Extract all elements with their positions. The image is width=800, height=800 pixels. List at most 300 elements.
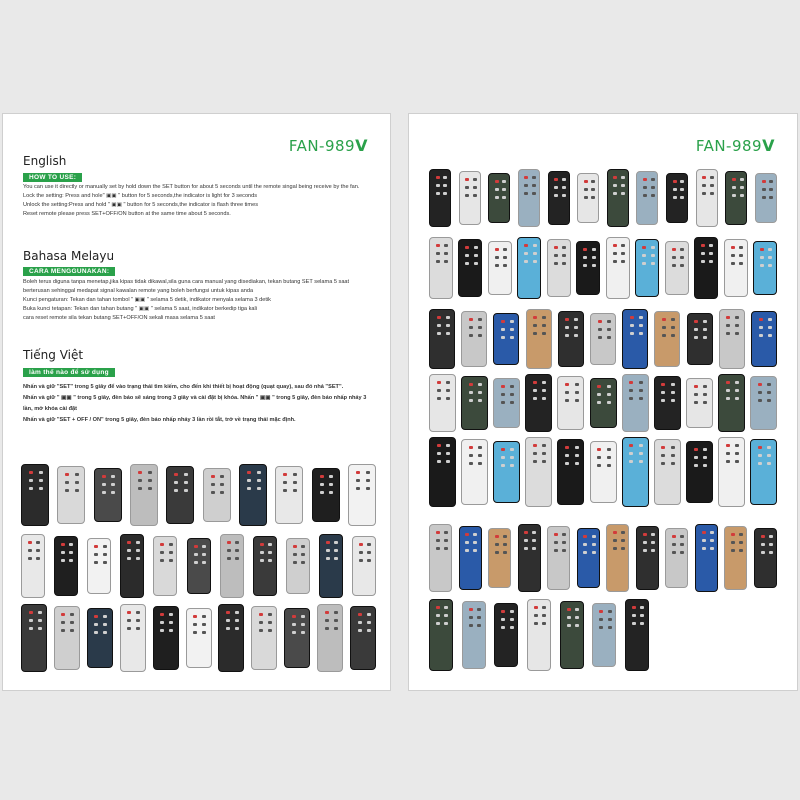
- remote-button-mark: [220, 475, 224, 478]
- remote-control-photo: [590, 313, 616, 365]
- remote-button-mark: [533, 332, 537, 335]
- remote-button-mark: [474, 254, 478, 257]
- model-name: FAN-989: [288, 137, 356, 155]
- remote-button-mark: [510, 401, 514, 404]
- remote-button-mark: [356, 479, 360, 482]
- remote-control-photo: [458, 239, 482, 297]
- remote-button-mark: [194, 553, 198, 556]
- remote-button-mark: [184, 481, 188, 484]
- remote-button-mark: [268, 621, 272, 624]
- remote-control-photo: [319, 534, 343, 598]
- remote-button-mark: [469, 391, 473, 394]
- remote-button-mark: [651, 194, 655, 197]
- remote-control-photo: [493, 313, 519, 365]
- remote-button-mark: [169, 613, 173, 616]
- remote-button-mark: [127, 627, 131, 630]
- remote-button-mark: [477, 608, 481, 611]
- remote-button-mark: [259, 629, 263, 632]
- remote-button-mark: [301, 615, 305, 618]
- remote-button-mark: [739, 262, 743, 265]
- remote-button-mark: [591, 196, 595, 199]
- remote-button-mark: [478, 318, 482, 321]
- remote-button-mark: [446, 452, 450, 455]
- remote-button-mark: [510, 393, 514, 396]
- remote-button-mark: [694, 393, 698, 396]
- remote-button-mark: [726, 332, 730, 335]
- remote-button-mark: [709, 260, 713, 263]
- remote-control-photo: [751, 311, 777, 367]
- remote-button-mark: [160, 629, 164, 632]
- remote-button-mark: [169, 543, 173, 546]
- remote-button-mark: [148, 487, 152, 490]
- remote-button-mark: [661, 462, 665, 465]
- remote-button-mark: [608, 610, 612, 613]
- remote-button-mark: [260, 543, 264, 546]
- remote-button-mark: [554, 194, 558, 197]
- remote-button-mark: [731, 254, 735, 257]
- remote-button-mark: [661, 391, 665, 394]
- remote-control-photo: [153, 606, 179, 670]
- remote-button-mark: [608, 626, 612, 629]
- remote-button-mark: [202, 615, 206, 618]
- remote-button-mark: [651, 533, 655, 536]
- remote-button-mark: [469, 383, 473, 386]
- remote-button-mark: [226, 619, 230, 622]
- remote-button-mark: [436, 547, 440, 550]
- remote-button-mark: [607, 393, 611, 396]
- remote-button-mark: [437, 324, 441, 327]
- remote-button-mark: [469, 399, 473, 402]
- remote-control-photo: [665, 528, 688, 588]
- remote-button-mark: [28, 541, 32, 544]
- remote-button-mark: [554, 541, 558, 544]
- remote-button-mark: [597, 448, 601, 451]
- remote-button-mark: [709, 244, 713, 247]
- remote-button-mark: [28, 557, 32, 560]
- remote-button-mark: [575, 462, 579, 465]
- remote-button-mark: [710, 539, 714, 542]
- remote-button-mark: [607, 336, 611, 339]
- remote-control-photo: [461, 311, 487, 367]
- remote-button-mark: [533, 316, 537, 319]
- remote-button-mark: [554, 246, 558, 249]
- remote-button-mark: [608, 618, 612, 621]
- remote-button-mark: [629, 389, 633, 392]
- remote-button-mark: [767, 383, 771, 386]
- remote-button-mark: [127, 549, 131, 552]
- remote-button-mark: [510, 320, 514, 323]
- remote-button-mark: [501, 336, 505, 339]
- remote-control-photo: [719, 309, 745, 369]
- remote-button-mark: [767, 391, 771, 394]
- remote-button-mark: [268, 551, 272, 554]
- remote-button-mark: [127, 541, 131, 544]
- remote-button-mark: [769, 180, 773, 183]
- remote-button-mark: [639, 316, 643, 319]
- remote-control-photo: [94, 468, 122, 522]
- remote-button-mark: [591, 180, 595, 183]
- remote-button-mark: [574, 334, 578, 337]
- remote-button-mark: [326, 541, 330, 544]
- remote-button-mark: [767, 462, 771, 465]
- remote-button-mark: [259, 613, 263, 616]
- remote-button-mark: [575, 454, 579, 457]
- remote-button-mark: [103, 623, 107, 626]
- remote-button-mark: [565, 326, 569, 329]
- remote-button-mark: [534, 622, 538, 625]
- remote-button-mark: [643, 541, 647, 544]
- remote-button-mark: [465, 541, 469, 544]
- remote-button-mark: [630, 316, 634, 319]
- remote-button-mark: [732, 194, 736, 197]
- remote-button-mark: [69, 551, 73, 554]
- remote-control-photo: [606, 237, 630, 299]
- remote-button-mark: [465, 533, 469, 536]
- remote-button-mark: [640, 622, 644, 625]
- remote-button-mark: [575, 608, 579, 611]
- remote-control-photo: [592, 603, 616, 667]
- remote-button-mark: [136, 627, 140, 630]
- remote-button-mark: [437, 316, 441, 319]
- remote-button-mark: [735, 452, 739, 455]
- remote-control-photo: [461, 439, 488, 505]
- remote-button-mark: [710, 192, 714, 195]
- remote-button-mark: [436, 622, 440, 625]
- remote-button-mark: [503, 248, 507, 251]
- remote-button-mark: [532, 176, 536, 179]
- remote-button-mark: [148, 471, 152, 474]
- remote-button-mark: [65, 481, 69, 484]
- remote-button-mark: [542, 381, 546, 384]
- remote-button-mark: [36, 541, 40, 544]
- remote-button-mark: [583, 543, 587, 546]
- remote-button-mark: [735, 332, 739, 335]
- remote-button-mark: [65, 489, 69, 492]
- remote-button-mark: [61, 629, 65, 632]
- remote-button-mark: [542, 444, 546, 447]
- remote-button-mark: [320, 491, 324, 494]
- model-suffix: V: [762, 136, 775, 155]
- remote-button-mark: [562, 549, 566, 552]
- remote-button-mark: [661, 446, 665, 449]
- remote-button-mark: [651, 541, 655, 544]
- remote-button-mark: [501, 385, 505, 388]
- remote-button-mark: [436, 244, 440, 247]
- remote-button-mark: [510, 618, 514, 621]
- remote-button-mark: [592, 535, 596, 538]
- remote-button-mark: [103, 615, 107, 618]
- remote-button-mark: [436, 260, 440, 263]
- remote-button-mark: [202, 623, 206, 626]
- remote-button-mark: [325, 627, 329, 630]
- remote-button-mark: [651, 262, 655, 265]
- remote-control-photo: [57, 466, 85, 524]
- remote-button-mark: [542, 622, 546, 625]
- remote-button-mark: [694, 328, 698, 331]
- remote-button-mark: [769, 196, 773, 199]
- remote-button-mark: [554, 254, 558, 257]
- remote-button-mark: [680, 264, 684, 267]
- remote-button-mark: [524, 192, 528, 195]
- remote-button-mark: [621, 184, 625, 187]
- remote-button-mark: [436, 606, 440, 609]
- remote-button-mark: [534, 606, 538, 609]
- remote-button-mark: [474, 262, 478, 265]
- remote-button-mark: [575, 383, 579, 386]
- remote-button-mark: [599, 626, 603, 629]
- remote-button-mark: [592, 264, 596, 267]
- remote-button-mark: [260, 559, 264, 562]
- remote-button-mark: [735, 316, 739, 319]
- malay-heading: Bahasa Melayu: [23, 249, 115, 263]
- remote-button-mark: [367, 551, 371, 554]
- remote-button-mark: [465, 178, 469, 181]
- remote-button-mark: [607, 448, 611, 451]
- remote-control-photo: [488, 528, 511, 588]
- remote-control-photo: [654, 439, 681, 505]
- remote-control-photo: [220, 534, 244, 598]
- remote-button-mark: [138, 479, 142, 482]
- remote-button-mark: [227, 557, 231, 560]
- remote-control-photo: [130, 464, 158, 526]
- remote-control-photo: [187, 538, 211, 594]
- remote-button-mark: [533, 452, 537, 455]
- remote-control-photo: [461, 376, 488, 430]
- remote-button-mark: [478, 399, 482, 402]
- malay-line: cara reset remote sila tekan butang SET+OFF/ON sekali masa selama 5 saat: [23, 315, 215, 321]
- remote-button-mark: [599, 618, 603, 621]
- remote-button-mark: [680, 535, 684, 538]
- remote-control-photo: [576, 241, 600, 295]
- remote-button-mark: [533, 324, 537, 327]
- remote-button-mark: [127, 557, 131, 560]
- remote-button-mark: [534, 614, 538, 617]
- remote-control-photo: [153, 536, 177, 596]
- vietnamese-tag: làm thế nào để sử dụng: [23, 368, 115, 377]
- remote-button-mark: [174, 489, 178, 492]
- remote-button-mark: [127, 619, 131, 622]
- remote-button-mark: [709, 252, 713, 255]
- remote-button-mark: [651, 246, 655, 249]
- remote-button-mark: [758, 383, 762, 386]
- remote-control-photo: [429, 374, 456, 432]
- remote-button-mark: [495, 196, 499, 199]
- remote-button-mark: [702, 539, 706, 542]
- remote-button-mark: [524, 539, 528, 542]
- remote-button-mark: [703, 336, 707, 339]
- remote-button-mark: [247, 479, 251, 482]
- remote-button-mark: [703, 385, 707, 388]
- remote-button-mark: [703, 456, 707, 459]
- remote-button-mark: [334, 619, 338, 622]
- remote-button-mark: [501, 320, 505, 323]
- remote-button-mark: [662, 318, 666, 321]
- remote-button-mark: [758, 399, 762, 402]
- remote-button-mark: [597, 456, 601, 459]
- remote-control-photo: [527, 599, 551, 671]
- remote-button-mark: [469, 326, 473, 329]
- remote-control-photo: [488, 173, 510, 223]
- remote-button-mark: [701, 252, 705, 255]
- remote-button-mark: [758, 446, 762, 449]
- remote-button-mark: [103, 561, 107, 564]
- remote-button-mark: [235, 611, 239, 614]
- remote-control-photo: [636, 171, 658, 225]
- remote-button-mark: [672, 256, 676, 259]
- remote-button-mark: [702, 547, 706, 550]
- remote-button-mark: [562, 533, 566, 536]
- remote-button-mark: [607, 464, 611, 467]
- remote-button-mark: [444, 539, 448, 542]
- remote-control-photo: [548, 171, 570, 225]
- remote-button-mark: [701, 244, 705, 247]
- remote-button-mark: [524, 184, 528, 187]
- remote-button-mark: [61, 621, 65, 624]
- remote-button-mark: [325, 611, 329, 614]
- remote-button-mark: [575, 399, 579, 402]
- remote-button-mark: [202, 631, 206, 634]
- remote-control-photo: [517, 237, 541, 299]
- remote-control-photo: [350, 606, 376, 670]
- remote-button-mark: [768, 326, 772, 329]
- remote-button-mark: [643, 186, 647, 189]
- remote-button-mark: [436, 192, 440, 195]
- remote-button-mark: [443, 184, 447, 187]
- remote-button-mark: [740, 178, 744, 181]
- remote-button-mark: [260, 551, 264, 554]
- remote-control-photo: [686, 441, 713, 503]
- remote-button-mark: [194, 561, 198, 564]
- remote-button-mark: [592, 551, 596, 554]
- remote-button-mark: [592, 256, 596, 259]
- remote-control-photo: [725, 171, 747, 225]
- remote-button-mark: [478, 446, 482, 449]
- remote-button-mark: [437, 381, 441, 384]
- english-line: Reset remote please press SET+OFF/ON button at the same time about 5 seconds.: [23, 211, 231, 217]
- remote-button-mark: [769, 543, 773, 546]
- remote-button-mark: [502, 180, 506, 183]
- remote-button-mark: [769, 551, 773, 554]
- remote-control-photo: [54, 536, 78, 596]
- remote-button-mark: [694, 385, 698, 388]
- remote-button-mark: [36, 557, 40, 560]
- remote-button-mark: [598, 328, 602, 331]
- remote-control-photo: [625, 599, 649, 671]
- remote-button-mark: [446, 389, 450, 392]
- remote-button-mark: [69, 559, 73, 562]
- remote-control-photo: [429, 524, 452, 592]
- remote-button-mark: [169, 551, 173, 554]
- remote-button-mark: [329, 475, 333, 478]
- remote-button-mark: [680, 551, 684, 554]
- remote-button-mark: [726, 389, 730, 392]
- remote-control-photo: [547, 239, 571, 297]
- remote-button-mark: [643, 178, 647, 181]
- remote-button-mark: [495, 188, 499, 191]
- remote-button-mark: [437, 444, 441, 447]
- remote-button-mark: [702, 184, 706, 187]
- remote-button-mark: [465, 262, 469, 265]
- remote-button-mark: [469, 616, 473, 619]
- remote-button-mark: [226, 627, 230, 630]
- remote-control-photo: [317, 604, 343, 672]
- remote-button-mark: [495, 256, 499, 259]
- remote-button-mark: [444, 244, 448, 247]
- remote-control-photo: [718, 437, 745, 507]
- remote-button-mark: [758, 462, 762, 465]
- remote-button-mark: [510, 456, 514, 459]
- remote-button-mark: [29, 611, 33, 614]
- remote-button-mark: [75, 489, 79, 492]
- remote-button-mark: [465, 194, 469, 197]
- remote-button-mark: [503, 264, 507, 267]
- remote-button-mark: [761, 535, 765, 538]
- remote-button-mark: [740, 186, 744, 189]
- remote-button-mark: [437, 452, 441, 455]
- remote-control-photo: [239, 464, 267, 526]
- remote-button-mark: [567, 624, 571, 627]
- remote-button-mark: [710, 531, 714, 534]
- remote-button-mark: [739, 246, 743, 249]
- remote-button-mark: [680, 180, 684, 183]
- remote-control-photo: [560, 601, 584, 669]
- remote-button-mark: [169, 621, 173, 624]
- remote-button-mark: [565, 334, 569, 337]
- remote-button-mark: [613, 252, 617, 255]
- remote-button-mark: [469, 608, 473, 611]
- remote-button-mark: [358, 629, 362, 632]
- remote-button-mark: [768, 256, 772, 259]
- remote-button-mark: [759, 318, 763, 321]
- remote-button-mark: [731, 246, 735, 249]
- remote-button-mark: [533, 460, 537, 463]
- remote-button-mark: [574, 326, 578, 329]
- remote-button-mark: [29, 471, 33, 474]
- remote-control-photo: [724, 526, 747, 590]
- remote-button-mark: [446, 397, 450, 400]
- remote-button-mark: [726, 316, 730, 319]
- remote-button-mark: [367, 543, 371, 546]
- remote-button-mark: [758, 454, 762, 457]
- remote-button-mark: [694, 401, 698, 404]
- remote-button-mark: [735, 460, 739, 463]
- remote-control-photo: [753, 241, 777, 295]
- remote-control-photo: [166, 466, 194, 524]
- remote-button-mark: [735, 397, 739, 400]
- remote-button-mark: [465, 549, 469, 552]
- remote-button-mark: [184, 489, 188, 492]
- remote-button-mark: [671, 399, 675, 402]
- remote-button-mark: [293, 553, 297, 556]
- remote-button-mark: [138, 487, 142, 490]
- remote-button-mark: [532, 184, 536, 187]
- remote-button-mark: [111, 491, 115, 494]
- remote-button-mark: [632, 622, 636, 625]
- remote-button-mark: [247, 487, 251, 490]
- remote-control-photo: [186, 608, 212, 668]
- remote-button-mark: [735, 389, 739, 392]
- remote-button-mark: [259, 621, 263, 624]
- remote-button-mark: [510, 464, 514, 467]
- remote-button-mark: [283, 473, 287, 476]
- remote-control-photo: [459, 526, 482, 590]
- remote-button-mark: [673, 180, 677, 183]
- remote-button-mark: [532, 531, 536, 534]
- remote-button-mark: [326, 557, 330, 560]
- remote-button-mark: [359, 551, 363, 554]
- remote-button-mark: [510, 448, 514, 451]
- remote-button-mark: [29, 487, 33, 490]
